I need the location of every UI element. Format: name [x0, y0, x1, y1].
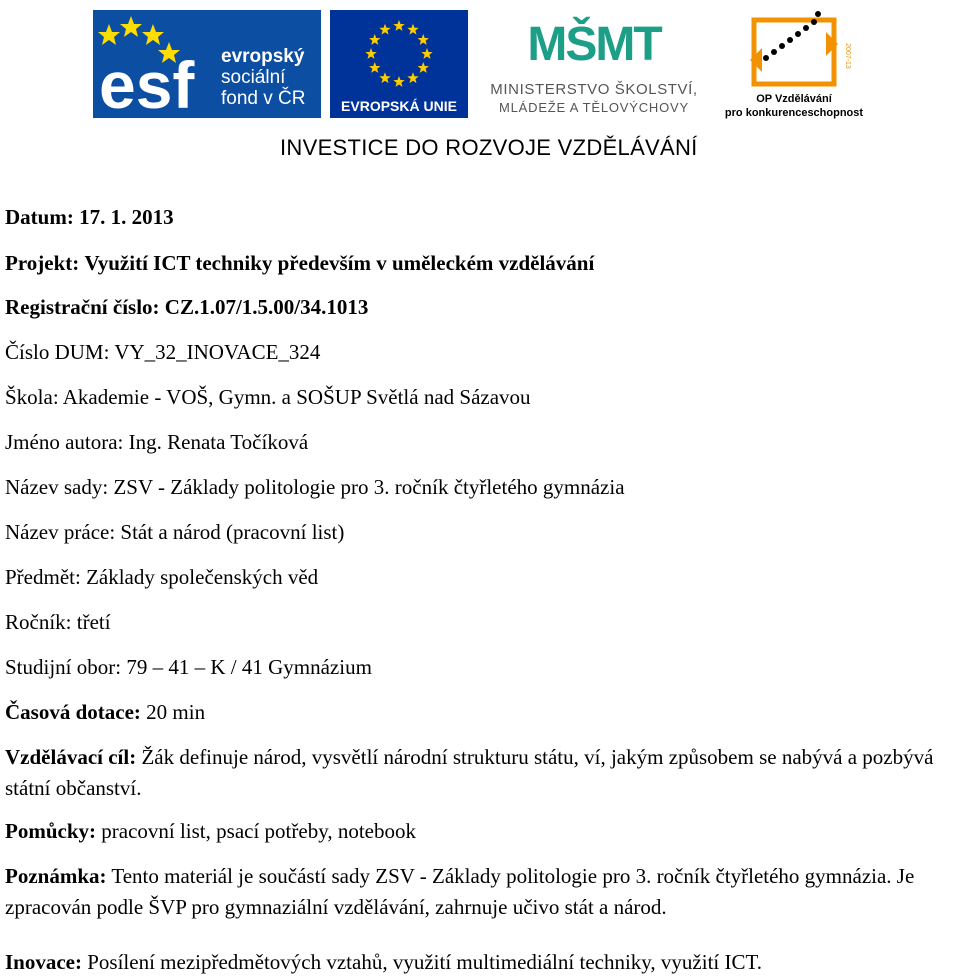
pomucky-value: pracovní list, psací potřeby, notebook: [101, 819, 416, 843]
rocnik-label: Ročník:: [5, 610, 72, 634]
registracni-cislo-value: CZ.1.07/1.5.00/34.1013: [164, 295, 369, 319]
nazev-sady-value: ZSV - Základy politologie pro 3. ročník čtyřletého gymnázia: [113, 475, 625, 499]
nazev-sady-label: Název sady:: [5, 475, 109, 499]
svg-text:EVROPSKÁ UNIE: EVROPSKÁ UNIE: [341, 98, 457, 114]
esf-logo: [93, 10, 321, 118]
datum-label: Datum:: [5, 205, 74, 229]
svg-text:MŠMT: MŠMT: [527, 18, 661, 71]
cislo-dum-label: Číslo DUM:: [5, 340, 110, 364]
autor-row: [5, 429, 308, 455]
svg-text:sociální: sociální: [221, 67, 286, 88]
pomucky-row: [5, 818, 416, 844]
svg-text:fond v ČR: fond v ČR: [221, 88, 306, 109]
skola-row: [5, 384, 531, 410]
registracni-cislo-label: Registrační číslo:: [5, 295, 160, 319]
nazev-prace-label: Název práce:: [5, 520, 116, 544]
inovace-value: Posílení mezipředmětových vztahů, využití multimediální techniky, využití ICT.: [87, 950, 763, 974]
svg-text:evropský: evropský: [221, 46, 305, 67]
svg-text:MLÁDEŽE A TĚLOVÝCHOVY: MLÁDEŽE A TĚLOVÝCHOVY: [499, 100, 689, 115]
nazev-sady-row: [5, 474, 625, 500]
nazev-prace-row: [5, 519, 344, 545]
pomucky-label: Pomůcky:: [5, 819, 96, 843]
logo-banner: [0, 0, 960, 175]
casova-dotace-row: [5, 699, 205, 725]
casova-dotace-value: 20 min: [146, 700, 206, 724]
studijni-obor-value: 79 – 41 – K / 41 Gymnázium: [126, 655, 372, 679]
vzdelavaci-cil-row: [5, 742, 955, 804]
op-vzdelavani-logo: [718, 8, 870, 120]
poznamka-value: Tento materiál je součástí sady ZSV - Základy politologie pro 3. ročník čtyřletého gymnázia. Je zpracován podle ŠVP pro gymnaziální vzdělávání, zahrnuje učivo stát a národ.: [5, 864, 915, 919]
svg-text:pro konkurenceschopnost: pro konkurenceschopnost: [724, 107, 864, 119]
investice-slogan: INVESTICE DO ROZVOJE VZDĚLÁVÁNÍ: [280, 135, 698, 160]
autor-value: Ing. Renata Točíková: [128, 430, 309, 454]
predmet-label: Předmět:: [5, 565, 81, 589]
datum-value: 17. 1. 2013: [79, 205, 174, 229]
nazev-prace-value: Stát a národ (pracovní list): [120, 520, 345, 544]
studijni-obor-label: Studijní obor:: [5, 655, 122, 679]
casova-dotace-label: Časová dotace:: [5, 700, 141, 724]
skola-value: Akademie - VOŠ, Gymn. a SOŠUP Světlá nad Sázavou: [62, 385, 531, 409]
vzdelavaci-cil-value: Žák definuje národ, vysvětlí národní strukturu státu, ví, jakým způsobem se nabývá a pozbývá státní občanství.: [5, 745, 934, 800]
autor-label: Jméno autora:: [5, 430, 124, 454]
registracni-cislo-row: [5, 294, 368, 320]
projekt-value: Využití ICT techniky především v uměleckém vzdělávání: [84, 251, 595, 275]
svg-text:esf: esf: [99, 48, 195, 118]
poznamka-label: Poznámka:: [5, 864, 107, 888]
eu-logo: [330, 10, 468, 118]
msmt-logo: [478, 8, 710, 120]
svg-text:OP Vzdělávání: OP Vzdělávání: [756, 93, 832, 105]
skola-label: Škola:: [5, 385, 59, 409]
cislo-dum-row: [5, 339, 320, 365]
predmet-row: [5, 564, 318, 590]
predmet-value: Základy společenských věd: [86, 565, 319, 589]
vzdelavaci-cil-label: Vzdělávací cíl:: [5, 745, 137, 769]
studijni-obor-row: [5, 654, 372, 680]
svg-text:MINISTERSTVO ŠKOLSTVÍ,: MINISTERSTVO ŠKOLSTVÍ,: [490, 81, 698, 98]
rocnik-value: třetí: [76, 610, 111, 634]
projekt-label: Projekt:: [5, 251, 80, 275]
cislo-dum-value: VY_32_INOVACE_324: [114, 340, 321, 364]
poznamka-row: [5, 861, 955, 923]
inovace-row: [5, 949, 762, 975]
projekt-row: [5, 250, 594, 276]
datum-row: [5, 204, 174, 230]
rocnik-row: [5, 609, 111, 635]
svg-text:2007-13: 2007-13: [844, 43, 851, 69]
inovace-label: Inovace:: [5, 950, 82, 974]
